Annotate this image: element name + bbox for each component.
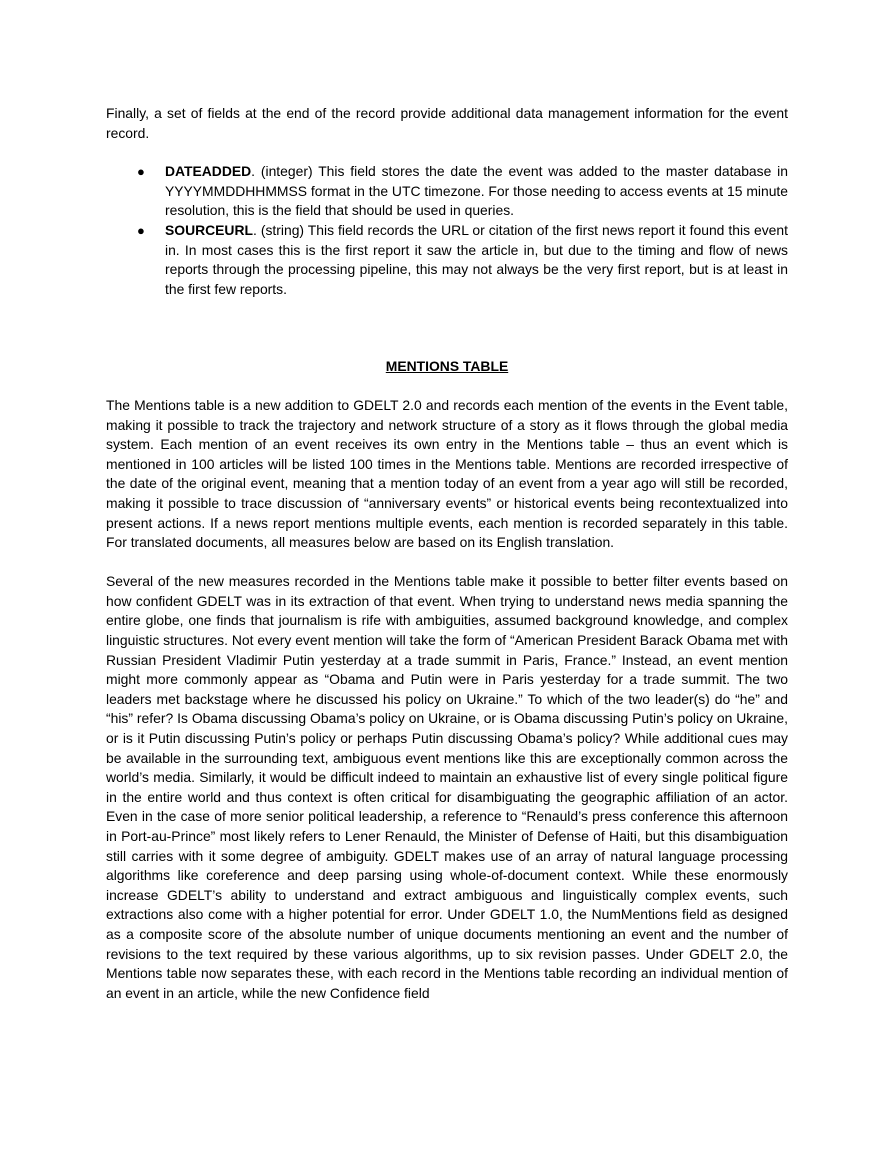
bullet-icon: ● <box>137 164 145 180</box>
intro-paragraph: Finally, a set of fields at the end of the record provide additional data management information for the event record. <box>106 105 788 141</box>
field-term: SOURCEURL <box>165 221 253 238</box>
body-paragraph: Several of the new measures recorded in the Mentions table make it possible to better filter events based on how confident GDELT was in its extraction of that event. When trying to understand news media spanning the entire globe, one finds that journalism is rife with ambiguities, assumed background knowledge, and complex linguistic structures. Not every event mention will take the form of “American President Barack Obama met with Russian President Vladimir Putin yesterday at a trade summit in Paris, France.” Instead, an event mention might more commonly appear as “Obama and Putin were in Paris yesterday for a trade summit. The two leaders met backstage where he discussed his policy on Ukraine.” To which of the two leader(s) do “he” and “his” refer? Is Obama discussing Obama’s policy on Ukraine, or is Obama discussing Putin’s policy on Ukraine, or is it Putin discussing Putin’s policy or perhaps Putin discussing Obama’s policy? While additional cues may be available in the surrounding text, ambiguous event mentions like this are exceptionally common across the world’s media. Similarly, it would be difficult indeed to maintain an exhaustive list of every single political figure in the entire world and thus context is often critical for disambiguating the geographic affiliation of an actor. Even in the case of more senior political leadership, a reference to “Renauld’s press conference this afternoon in Port-au-Prince” most likely refers to Lener Renauld, the Minister of Defense of Haiti, but this disambiguation still carries with it some degree of ambiguity. GDELT makes use of an array of natural language processing algorithms like coreference and deep parsing using whole-of-document context. While these enormously increase GDELT’s ability to understand and extract ambiguous and linguistically complex events, such extractions also come with a higher potential for error. Under GDELT 1.0, the NumMentions field as designed as a composite score of the absolute number of unique documents mentioning an event and the number of revisions to the text required by these various algorithms, up to six revision passes. Under GDELT 2.0, the Mentions table now separates these, with each record in the Mentions table recording an individual mention of an event in an article, while the new Confidence field <box>106 573 788 1001</box>
field-item-dateadded <box>137 162 789 221</box>
document-page <box>106 104 788 1003</box>
body-paragraph: The Mentions table is a new addition to GDELT 2.0 and records each mention of the events in the Event table, making it possible to track the trajectory and network structure of a story as it flows through the global media system. Each mention of an event receives its own entry in the Mentions table – thus an event which is mentioned in 100 articles will be listed 100 times in the Mentions table. Mentions are recorded irrespective of the date of the original event, meaning that a mention today of an event from a year ago will still be recorded, making it possible to trace discussion of “anniversary events” or historical events being recontextualized into present actions. If a news report mentions multiple events, each mention is recorded separately in this table. For translated documents, all measures below are based on its English translation. <box>106 396 788 551</box>
field-item-sourceurl <box>137 221 788 299</box>
field-description: . (integer) This field stores the date the event was added to the master database in YYYYMMDDHHMMSS format in the UTC timezone. For those needing to access events at 15 minute resolution, this is the field that should be used in queries. <box>165 163 789 219</box>
section-heading: MENTIONS TABLE <box>385 358 509 375</box>
field-list <box>106 162 788 299</box>
bullet-icon: ● <box>137 222 145 238</box>
field-term: DATEADDED <box>165 163 252 180</box>
field-description: . (string) This field records the URL or citation of the first news report it found this event in. In most cases this is the first report it saw the article in, but due to the timing and flow of news reports through the processing pipeline, this may not always be the very first report, but is at least in the first few reports. <box>165 221 788 297</box>
